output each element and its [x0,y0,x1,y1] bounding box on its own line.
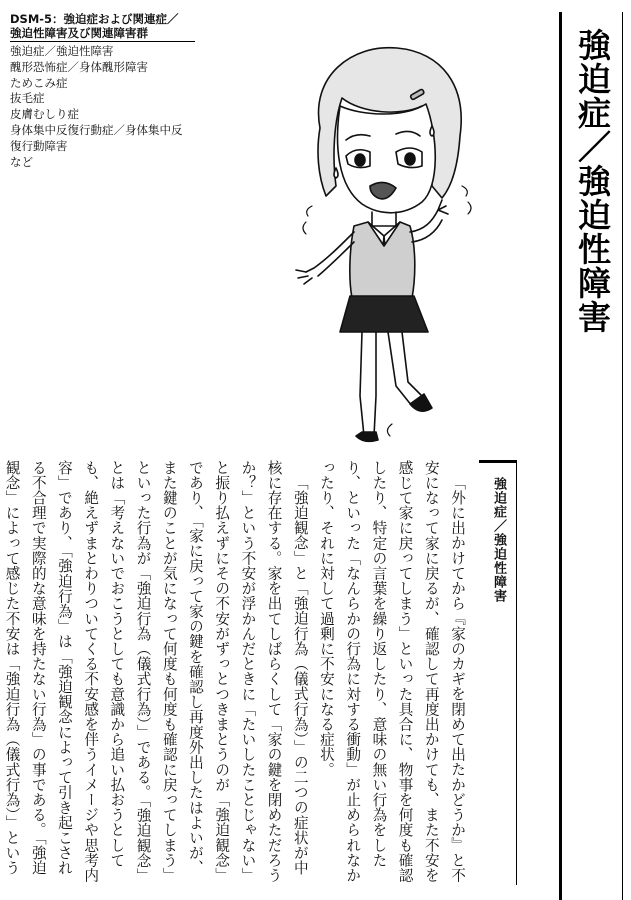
section-label-box [479,460,517,885]
list-item: 身体集中反復行動症／身体集中反 [10,122,183,137]
list-item: など [10,154,33,169]
list-item: 醜形恐怖症／身体醜形障害 [10,59,148,74]
title-bar [559,12,623,900]
body-paragraph: 「強迫観念」と「強迫行為（儀式行為）」の二つの症状が中核に存在する。家を出てしばらくして「家の鍵を閉めただろうか？」という不安が浮かんだときに「たいしたことじゃない」と振り払えずにその不安がずっとつきまとうのが「強迫観念」であり、「家に戻って家の鍵を確認し再度外出したはよいが、また鍵のことが気になって何度も何度も確認に戻ってしまう」といった行為が「強迫行為（儀式行為）」である。「強迫観念」とは「考えないでおこうとしても意識から追い払おうとしても、絶えずまとわりついてくる不安感を伴うイメージや思考内容」であり、「強迫行為」は「強迫観念によって引き起こされる不合理で実際的な意味を持たない行為」の事である。「強迫観念」によって感じた不安は「強迫行為（儀式行為）」という [3,460,309,884]
dsm-heading-line1: DSM-5：強迫症および関連症／ [10,12,179,26]
body-text [3,460,470,890]
character-illustration [292,36,482,448]
section-label: 強迫症／強迫性障害 [491,477,506,603]
page-title: 強迫症／強迫性障害 [573,28,612,334]
body-paragraph: 「外に出かけてから『家のカギを閉めて出たかどうか』と不安になって家に戻るが、確認して再度出かけても、また不安を感じて家に戻ってしまう」といった具合に、物事を何度も確認したり、特定の言葉を繰り返したり、意味の無い行為をしたり、といった「なんらかの行為に対する衝動」が止められなかったり、それに対して過剰に不安になる症状。 [317,460,466,883]
list-item: 強迫症／強迫性障害 [10,44,114,58]
list-item: ためこみ症 [10,75,68,90]
list-item: 抜毛症 [10,91,45,106]
list-item: 皮膚むしり症 [10,107,79,122]
dsm-disorder-list [10,44,195,170]
list-item: 復行動障害 [10,138,68,153]
dsm-category-box [10,12,195,170]
dsm-heading-line2: 強迫性障害及び関連障害群 [10,26,195,42]
dsm-heading [10,12,195,42]
